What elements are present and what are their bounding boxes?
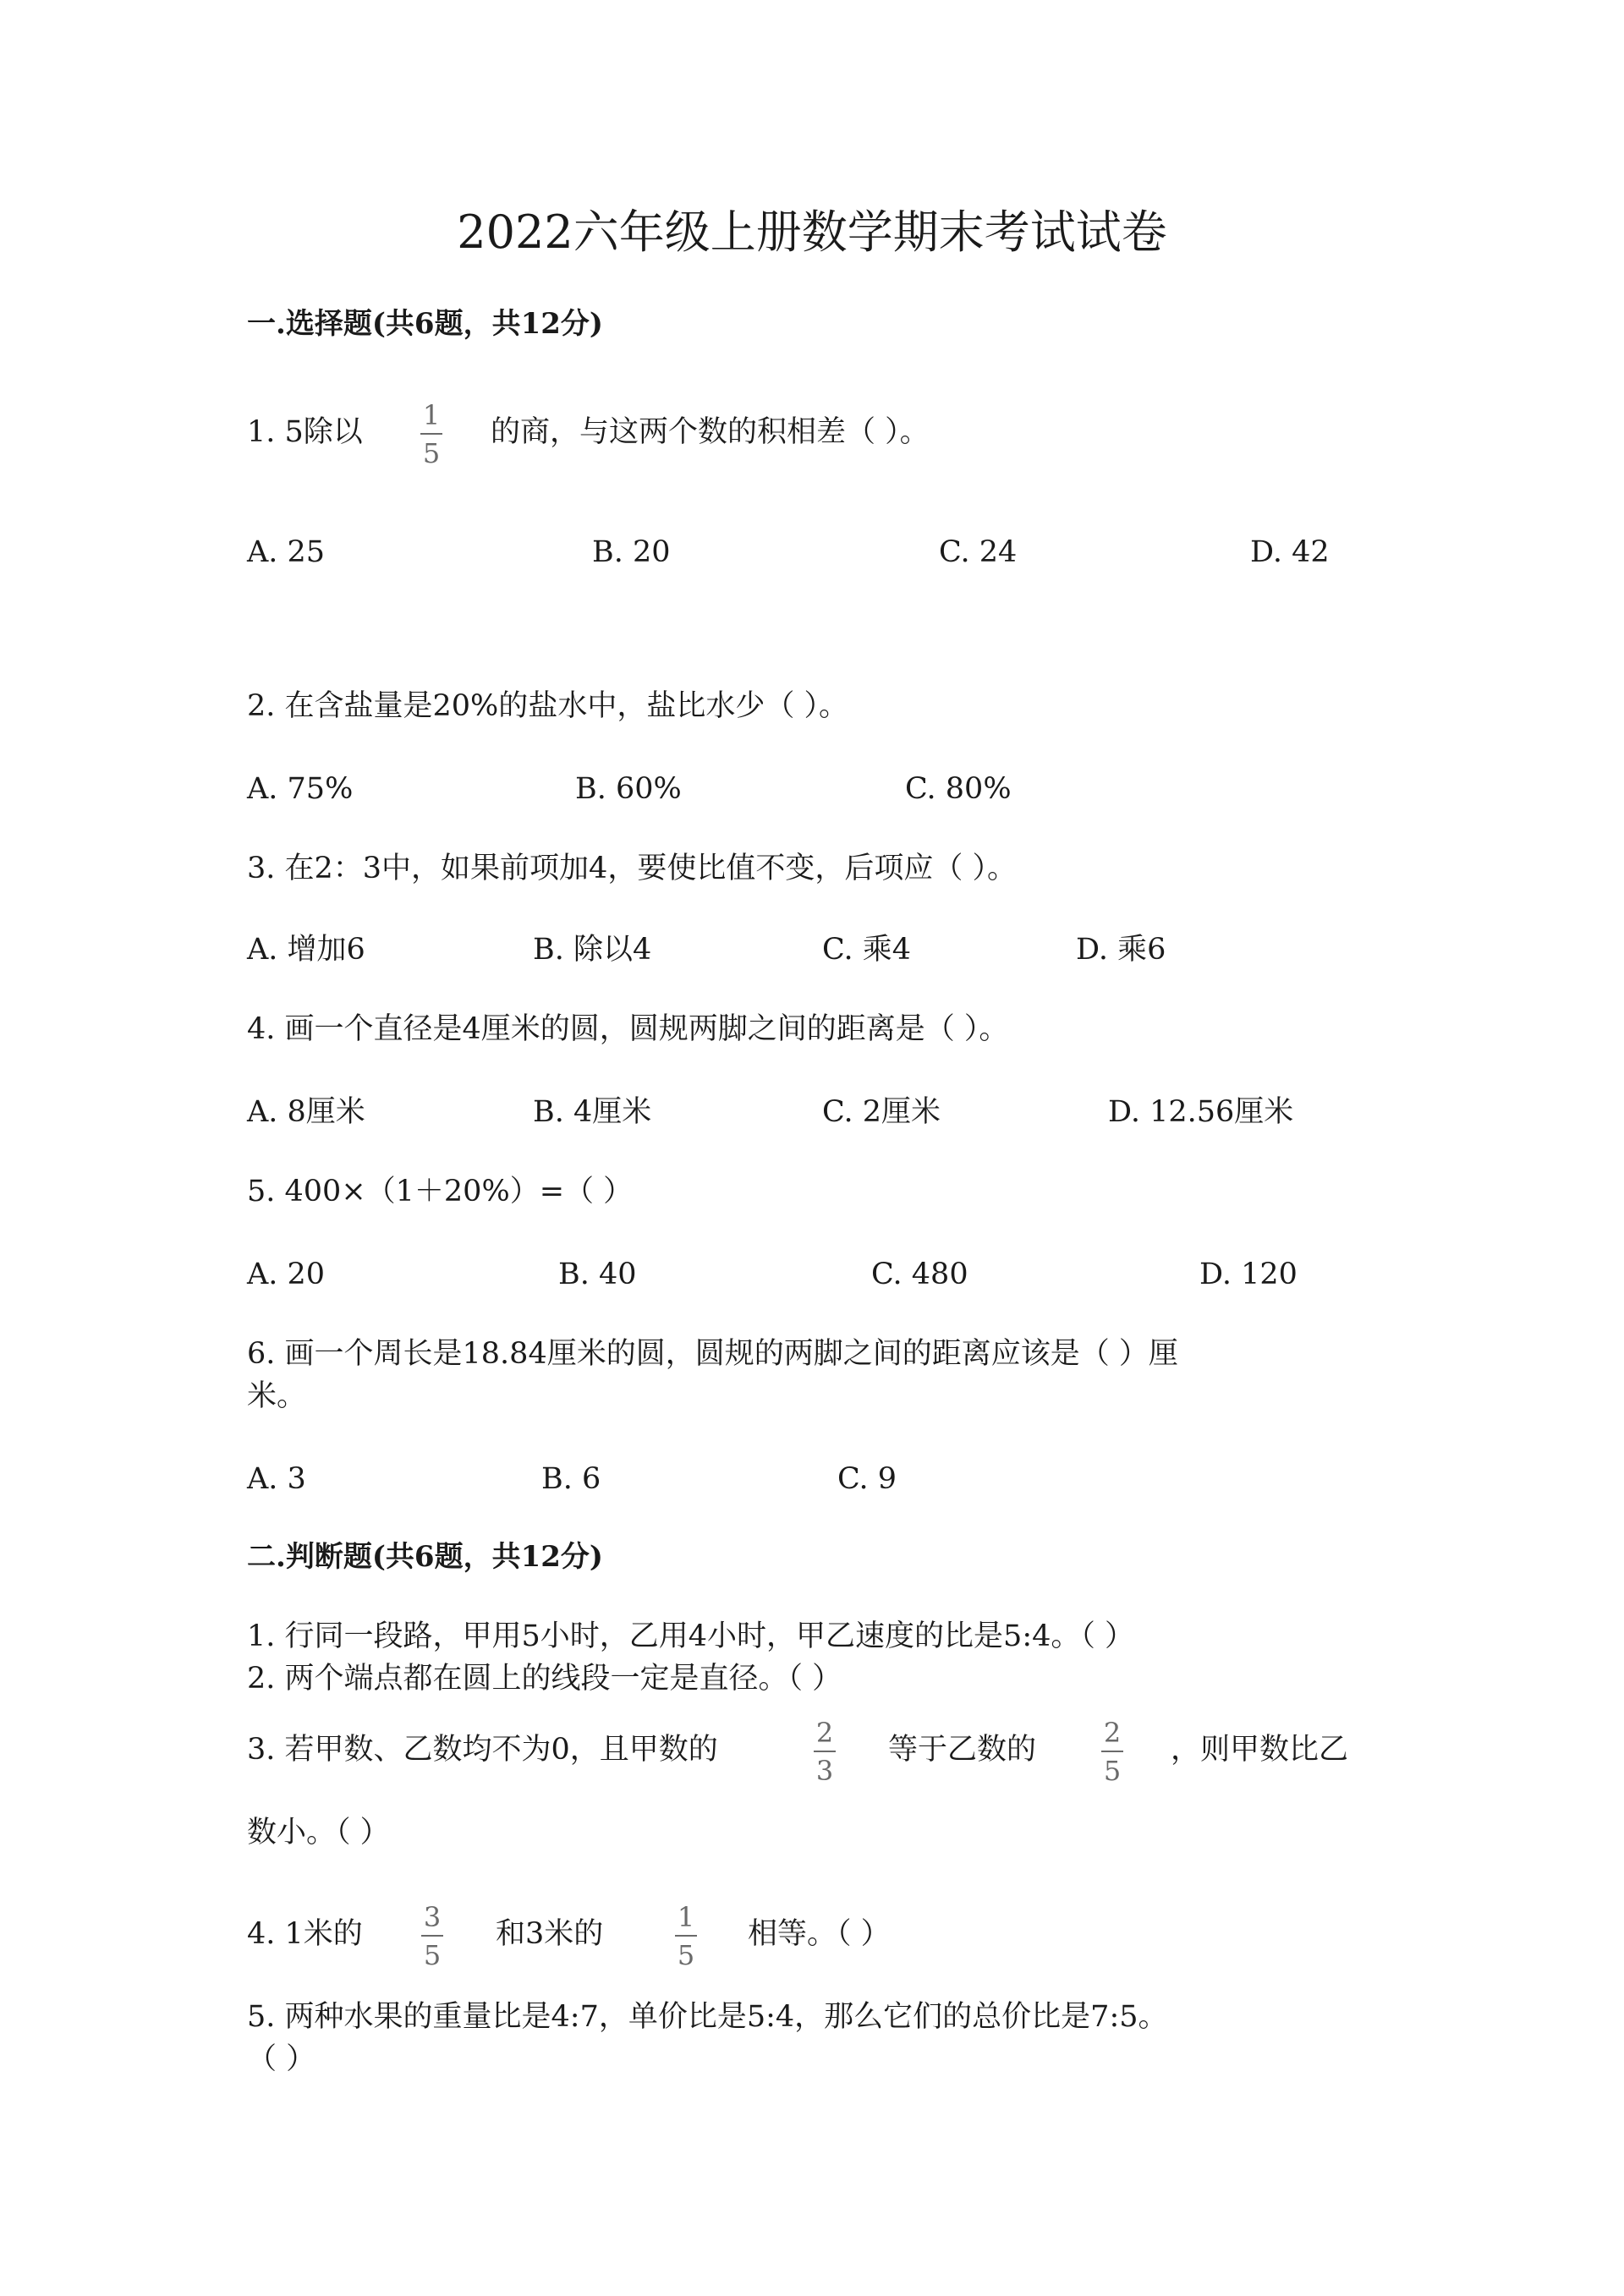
option-q1-b: B. 20 [592,535,671,569]
judgement-5-text-line2: （ ） [247,2042,316,2076]
fraction-numerator: 1 [422,399,441,431]
option-q4-a: A. 8厘米 [247,1095,365,1129]
option-q3-b: B. 除以4 [533,933,652,967]
option-q4-b: B. 4厘米 [533,1095,652,1129]
judgement-4-text-mid: 和3米的 [496,1917,604,1951]
judgement-1-text: 1. 行同一段路，甲用5小时，乙用4小时，甲乙速度的比是5:4。（ ） [247,1619,1135,1653]
option-q1-c: C. 24 [939,535,1018,569]
option-q3-a: A. 增加6 [247,933,365,967]
option-q4-d: D. 12.56厘米 [1108,1095,1294,1129]
fraction-numerator: 2 [815,1717,834,1749]
fraction-denominator: 5 [422,437,441,469]
option-q5-d: D. 120 [1199,1258,1298,1291]
fraction-denominator: 5 [677,1939,695,1971]
option-q2-a: A. 75% [247,772,354,806]
fraction-bar [421,1935,443,1937]
fraction-bar [1101,1751,1123,1752]
option-q3-c: C. 乘4 [822,933,912,967]
judgement-2-text: 2. 两个端点都在圆上的线段一定是直径。（ ） [247,1662,842,1696]
fraction-three-fifths [421,1901,443,1971]
option-q3-d: D. 乘6 [1076,933,1166,967]
option-q2-c: C. 80% [905,772,1012,806]
question-6-text-line1: 6. 画一个周长是18.84厘米的圆，圆规的两脚之间的距离应该是（ ）厘 [247,1337,1178,1371]
question-4-text: 4. 画一个直径是4厘米的圆，圆规两脚之间的距离是（ ）。 [247,1012,1009,1046]
question-6-text-line2: 米。 [247,1379,307,1413]
option-q5-c: C. 480 [871,1258,968,1291]
fraction-bar [675,1935,697,1937]
fraction-denominator: 3 [815,1755,834,1787]
judgement-4-text-post: 相等。（ ） [748,1917,891,1951]
judgement-5-text-line1: 5. 两种水果的重量比是4:7，单价比是5:4，那么它们的总价比是7:5。 [247,2000,1168,2034]
question-2-text: 2. 在含盐量是20%的盐水中，盐比水少（ ）。 [247,689,848,723]
question-5-text: 5. 400×（1＋20%）=（ ） [247,1175,634,1208]
option-q6-b: B. 6 [541,1462,601,1496]
section-heading-choice: 一.选择题(共6题，共12分) [247,307,603,341]
judgement-3-text-mid: 等于乙数的 [888,1733,1037,1767]
option-q1-a: A. 25 [247,535,326,569]
option-q5-a: A. 20 [247,1258,326,1291]
option-q6-c: C. 9 [837,1462,897,1496]
question-1-text-pre: 1. 5除以 [247,415,363,449]
fraction-denominator: 5 [1103,1755,1122,1787]
option-q6-a: A. 3 [247,1462,306,1496]
question-3-text: 3. 在2：3中，如果前项加4，要使比值不变，后项应（ ）。 [247,852,1017,885]
fraction-one-fifth-b [675,1901,697,1971]
judgement-3-text-line2: 数小。（ ） [247,1816,390,1849]
fraction-denominator: 5 [423,1939,442,1971]
fraction-two-thirds [814,1717,836,1787]
option-q1-d: D. 42 [1250,535,1330,569]
fraction-bar [814,1751,836,1752]
fraction-numerator: 3 [423,1901,442,1933]
question-1-text-post: 的商，与这两个数的积相差（ ）。 [491,415,930,449]
judgement-3-text-pre: 3. 若甲数、乙数均不为0，且甲数的 [247,1733,718,1767]
fraction-numerator: 2 [1103,1717,1122,1749]
judgement-4-text-pre: 4. 1米的 [247,1917,363,1951]
fraction-numerator: 1 [677,1901,695,1933]
fraction-bar [420,433,442,435]
option-q4-c: C. 2厘米 [822,1095,941,1129]
option-q2-b: B. 60% [575,772,682,806]
option-q5-b: B. 40 [558,1258,637,1291]
judgement-3-text-post: ，则甲数比乙 [1171,1733,1349,1767]
fraction-two-fifths [1101,1717,1123,1787]
page-title: 2022六年级上册数学期末考试试卷 [457,205,1167,259]
section-heading-judgement: 二.判断题(共6题，共12分) [247,1540,603,1574]
fraction-one-fifth [420,399,442,469]
